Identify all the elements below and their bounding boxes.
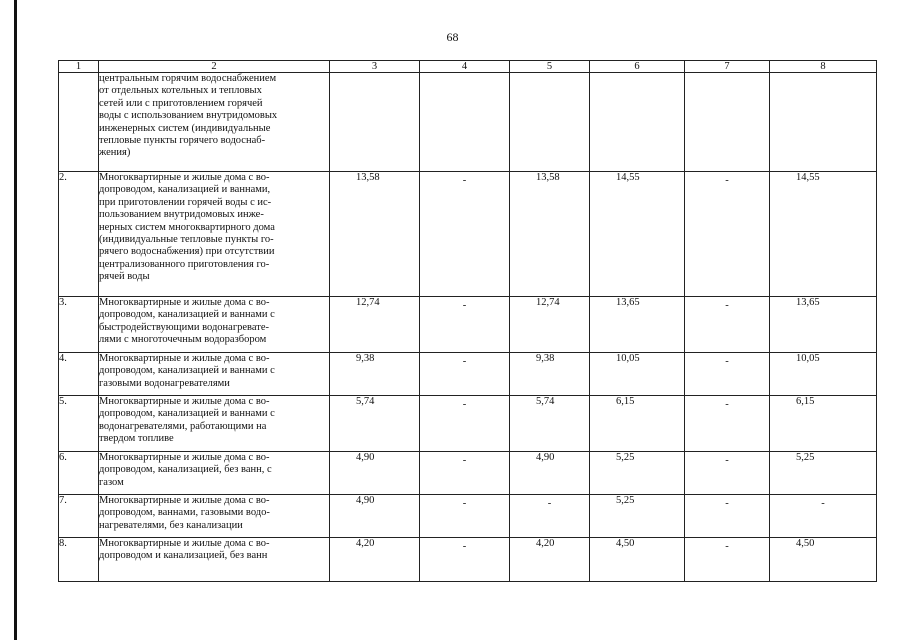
description-line: Многоквартирные и жилые дома с во- (99, 353, 270, 364)
header-cell-7: 7 (685, 61, 770, 73)
table-row (59, 73, 877, 172)
value-cell-4: - (420, 353, 510, 396)
table-row (59, 495, 877, 538)
description-line: Многоквартирные и жилые дома с во- (99, 538, 270, 549)
description-line: нагревателями, без канализации (99, 519, 243, 531)
value-cell-3: 9,38 (330, 353, 420, 396)
table-row (59, 396, 877, 452)
value-cell-4: - (420, 538, 510, 582)
description-line: пользованием внутридомовых инже- (99, 209, 264, 221)
description-line: рячей воды (99, 271, 150, 283)
description-line: Многоквартирные и жилые дома с во- (99, 495, 270, 506)
header-cell-5: 5 (510, 61, 590, 73)
value-cell-4: - (420, 452, 510, 495)
row-description (99, 495, 330, 538)
value-cell-4 (420, 73, 510, 172)
page-number: 68 (446, 30, 459, 44)
value-cell-6: 14,55 (590, 172, 685, 297)
header-cell-4: 4 (420, 61, 510, 73)
description-line: нерных систем многоквартирного дома (99, 221, 275, 233)
value-cell-6: 6,15 (590, 396, 685, 452)
description-line: допроводом, ваннами, газовыми водо- (99, 507, 270, 519)
row-number: 6. (59, 452, 99, 495)
value-cell-7: - (685, 396, 770, 452)
description-line: быстродействующими водонагревате- (99, 321, 270, 333)
value-cell-7: - (685, 538, 770, 582)
value-cell-8: 10,05 (770, 353, 877, 396)
row-number: 5. (59, 396, 99, 452)
value-cell-5: - (510, 495, 590, 538)
description-line: центральным горячим водоснабжением (99, 73, 277, 84)
table-row (59, 538, 877, 582)
header-row (59, 61, 877, 73)
row-number: 3. (59, 297, 99, 353)
description-line: сетей или с приготовлением горячей (99, 97, 263, 109)
description-line: Многоквартирные и жилые дома с во- (99, 297, 270, 308)
value-cell-8: 6,15 (770, 396, 877, 452)
value-cell-4: - (420, 495, 510, 538)
row-number: 2. (59, 172, 99, 297)
value-cell-8: 14,55 (770, 172, 877, 297)
row-number: 7. (59, 495, 99, 538)
value-cell-5: 4,20 (510, 538, 590, 582)
value-cell-5: 12,74 (510, 297, 590, 353)
value-cell-6: 13,65 (590, 297, 685, 353)
value-cell-6 (590, 73, 685, 172)
table-row (59, 452, 877, 495)
row-description (99, 172, 330, 297)
value-cell-7: - (685, 452, 770, 495)
binding-line (14, 0, 17, 640)
table-row (59, 353, 877, 396)
value-cell-3: 5,74 (330, 396, 420, 452)
value-cell-3: 13,58 (330, 172, 420, 297)
table-row (59, 297, 877, 353)
description-line: от отдельных котельных и тепловых (99, 85, 262, 97)
value-cell-6: 10,05 (590, 353, 685, 396)
description-line: допроводом, канализацией и ваннами, (99, 184, 271, 196)
description-line: допроводом, канализацией и ваннами с (99, 309, 275, 321)
value-cell-6: 5,25 (590, 495, 685, 538)
row-number (59, 73, 99, 172)
value-cell-5: 5,74 (510, 396, 590, 452)
row-description (99, 73, 330, 172)
value-cell-3 (330, 73, 420, 172)
value-cell-7: - (685, 495, 770, 538)
value-cell-8 (770, 73, 877, 172)
value-cell-3: 4,90 (330, 452, 420, 495)
value-cell-8: 5,25 (770, 452, 877, 495)
value-cell-7 (685, 73, 770, 172)
description-line: воды с использованием внутридомовых (99, 110, 278, 122)
description-line: жения) (99, 147, 131, 159)
row-number: 4. (59, 353, 99, 396)
header-cell-2: 2 (99, 61, 330, 73)
value-cell-5: 13,58 (510, 172, 590, 297)
value-cell-3: 4,20 (330, 538, 420, 582)
header-cell-3: 3 (330, 61, 420, 73)
header-cell-1: 1 (59, 61, 99, 73)
row-number: 8. (59, 538, 99, 582)
description-line: (индивидуальные тепловые пункты го- (99, 234, 274, 246)
header-cell-8: 8 (770, 61, 877, 73)
description-line: тепловые пункты горячего водоснаб- (99, 135, 266, 147)
description-line: рячего водоснабжения) при отсутствии (99, 246, 275, 258)
value-cell-5: 4,90 (510, 452, 590, 495)
value-cell-8: 13,65 (770, 297, 877, 353)
description-line: допроводом, канализацией, без ванн, с (99, 464, 272, 476)
value-cell-4: - (420, 172, 510, 297)
description-line: водонагревателями, работающими на (99, 420, 267, 432)
description-line: Многоквартирные и жилые дома с во- (99, 396, 270, 407)
row-description (99, 396, 330, 452)
description-line: твердом топливе (99, 433, 174, 445)
description-line: Многоквартирные и жилые дома с во- (99, 172, 270, 183)
value-cell-7: - (685, 297, 770, 353)
value-cell-8: - (770, 495, 877, 538)
row-description (99, 353, 330, 396)
value-cell-4: - (420, 396, 510, 452)
value-cell-7: - (685, 172, 770, 297)
description-line: допроводом, канализацией и ваннами с (99, 365, 275, 377)
value-cell-7: - (685, 353, 770, 396)
description-line: газом (99, 476, 124, 488)
description-line: Многоквартирные и жилые дома с во- (99, 452, 270, 463)
value-cell-6: 5,25 (590, 452, 685, 495)
value-cell-3: 12,74 (330, 297, 420, 353)
header-cell-6: 6 (590, 61, 685, 73)
value-cell-6: 4,50 (590, 538, 685, 582)
description-line: при приготовлении горячей воды с ис- (99, 196, 272, 208)
description-line: централизованного приготовления го- (99, 258, 270, 270)
value-cell-3: 4,90 (330, 495, 420, 538)
description-line: инженерных систем (индивидуальные (99, 122, 271, 134)
description-line: допроводом, канализацией и ваннами с (99, 408, 275, 420)
description-line: газовыми водонагревателями (99, 377, 230, 389)
description-line: допроводом и канализацией, без ванн (99, 550, 268, 562)
value-cell-5: 9,38 (510, 353, 590, 396)
description-line: лями с многоточечным водоразбором (99, 334, 267, 346)
row-description (99, 452, 330, 495)
table-row (59, 172, 877, 297)
value-cell-5 (510, 73, 590, 172)
value-cell-4: - (420, 297, 510, 353)
row-description (99, 538, 330, 582)
value-cell-8: 4,50 (770, 538, 877, 582)
row-description (99, 297, 330, 353)
norms-table (58, 60, 877, 582)
